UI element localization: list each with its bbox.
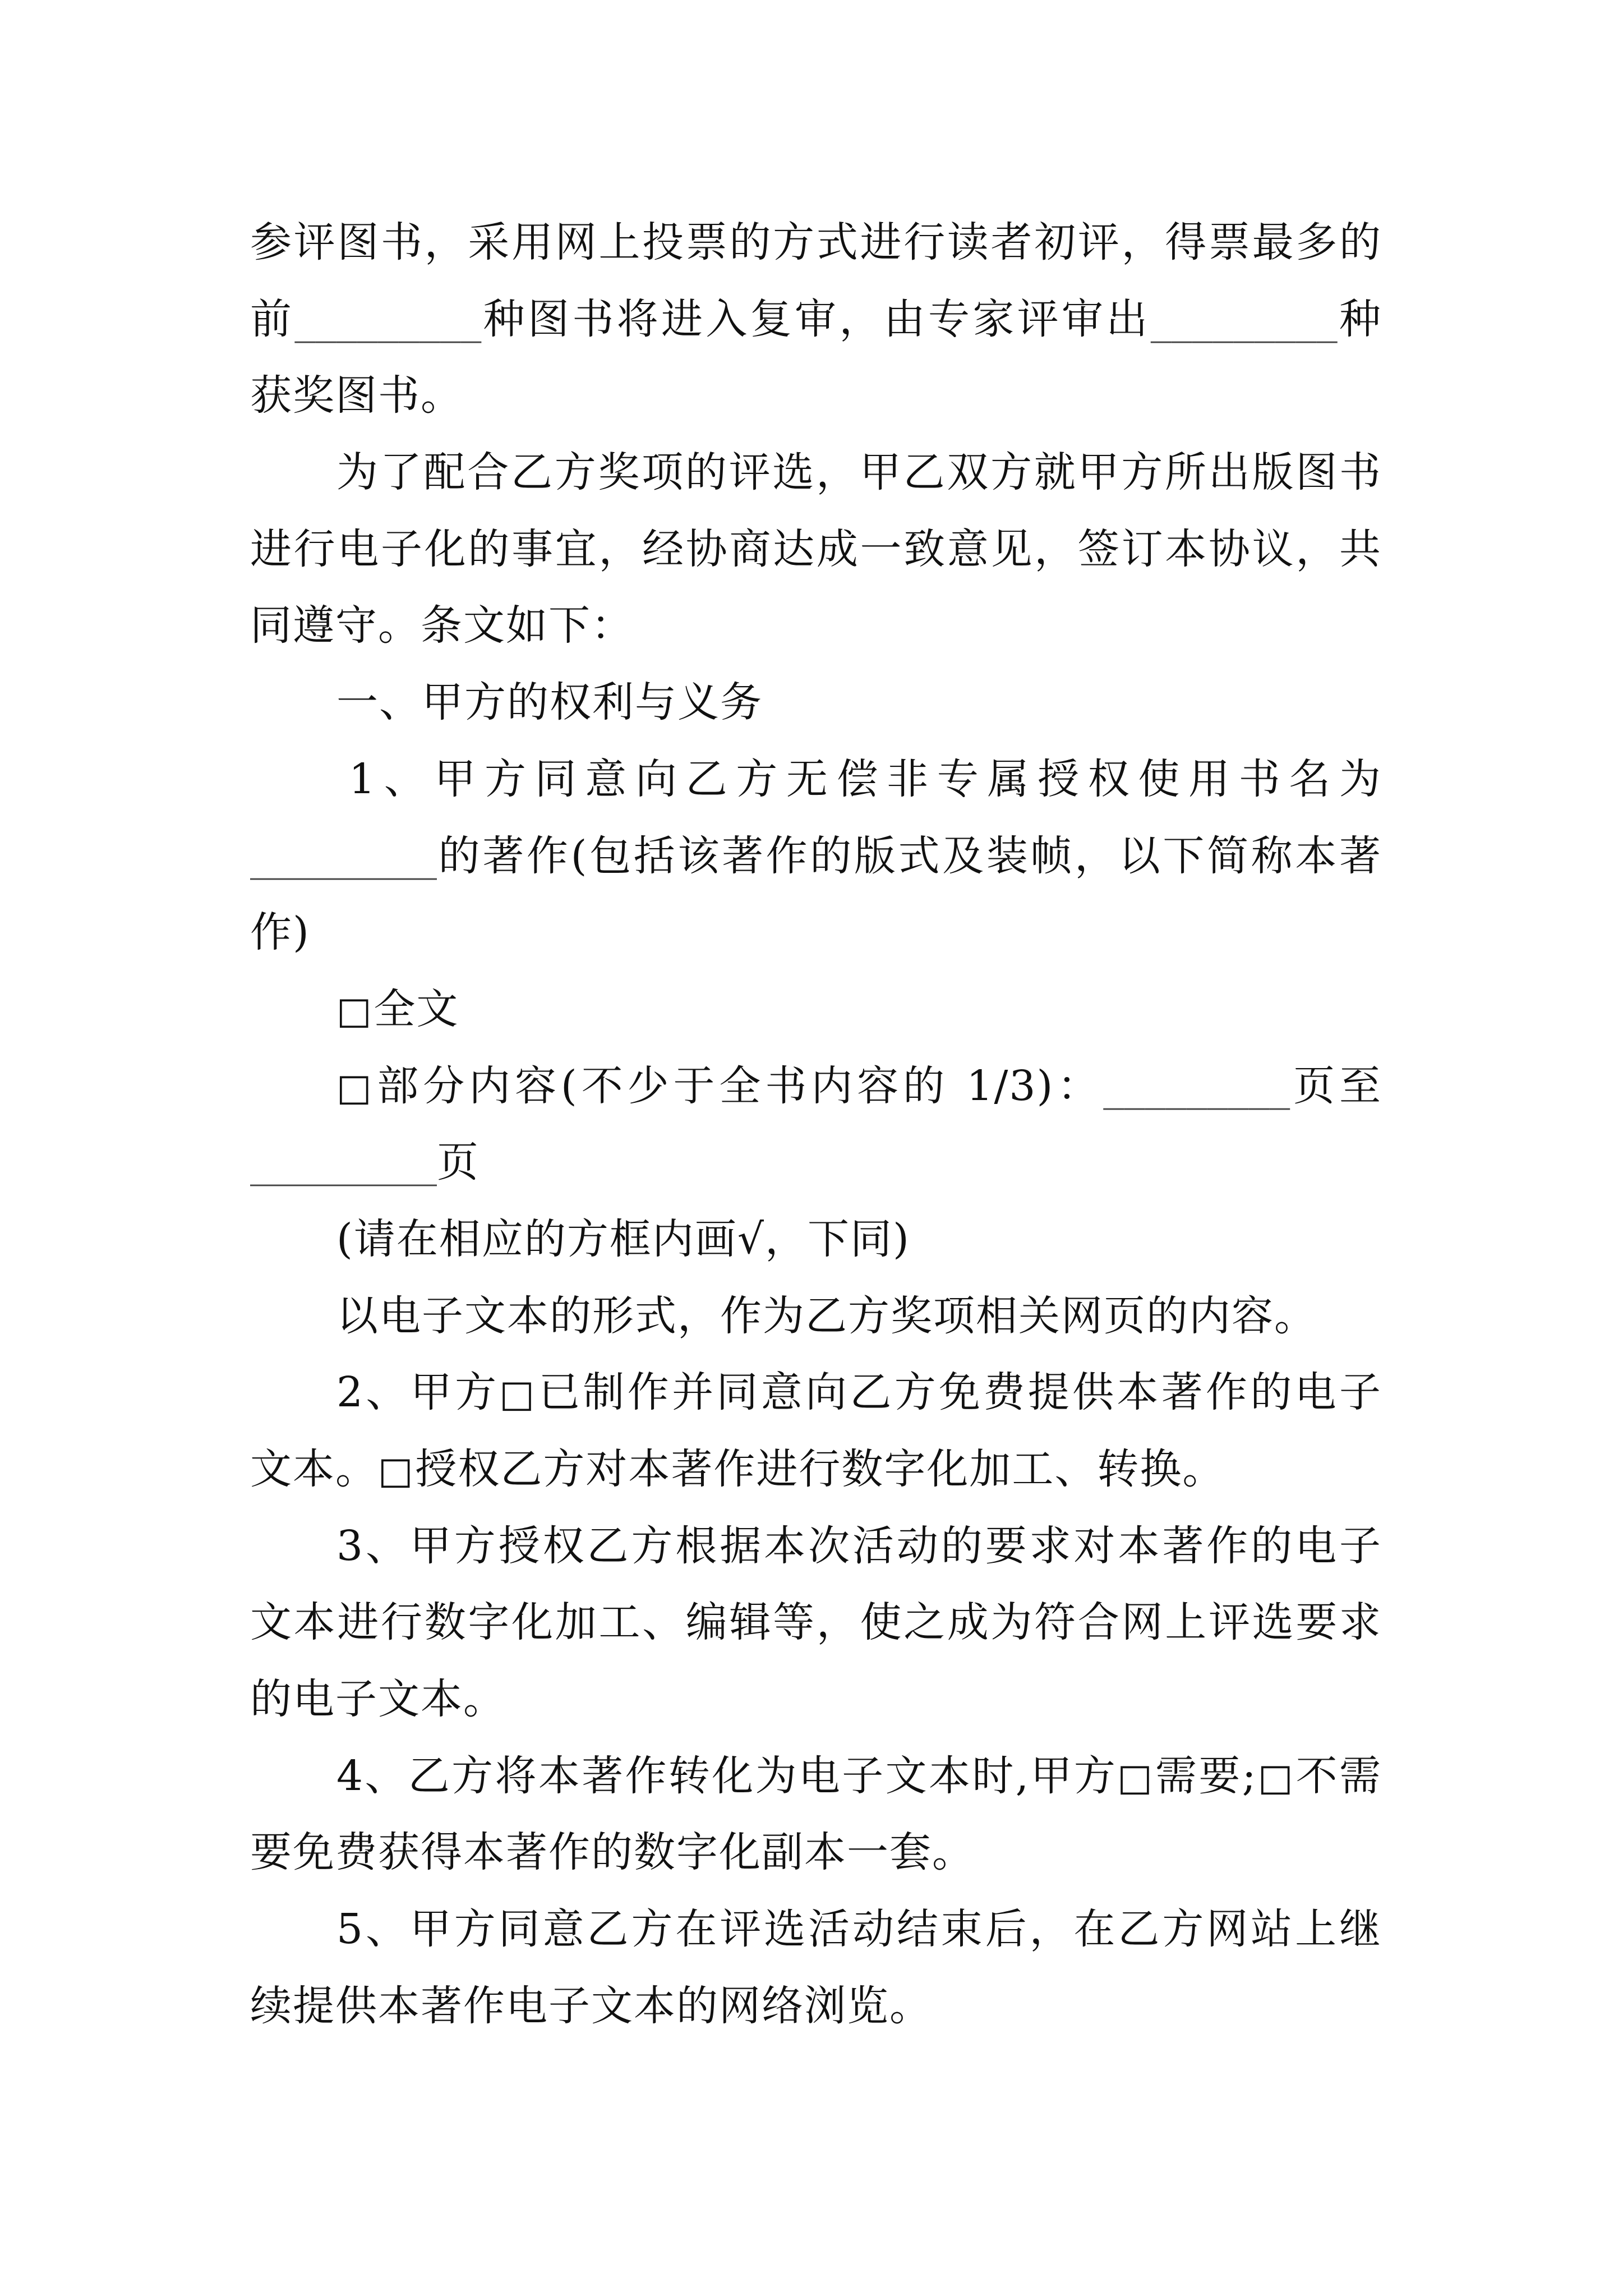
text-segment: 4、乙方将本著作转化为电子文本时,甲方 [336,1751,1118,1800]
clause-3 [250,1508,1382,1738]
text-line [250,281,1382,358]
clause-5 [250,1891,1382,2044]
checkbox-box: □ [336,1065,377,1109]
text-line: 为了配合乙方奖项的评选，甲乙双方就甲方所出版图书 [336,448,1382,497]
text-line: 1、甲方同意向乙方无偿非专属授权使用书名为 [349,754,1382,803]
option-partial-content [250,1048,1382,1201]
checkbox-box: □ [378,1449,416,1492]
text-line [250,1738,1382,1815]
blank-field: _________ [1150,295,1338,343]
text-line [250,1048,1382,1125]
text-segment: 页至 [1290,1061,1382,1110]
text-segment: 授权乙方对本著作进行数字化加工、转换。 [415,1445,1225,1493]
usage-note: 以电子文本的形式，作为乙方奖项相关网页的内容。 [336,1291,1317,1340]
text-line: 续提供本著作电子文本的网络浏览。 [250,1981,932,2030]
blank-field: _________ [294,295,482,343]
clause-1 [250,741,1382,971]
clause-2 [250,1354,1382,1507]
option-label: 全文 [374,984,459,1033]
text-segment: 文本。 [250,1445,378,1493]
checkbox-box: □ [336,988,374,1032]
text-line [250,1354,1382,1431]
text-line: 文本进行数字化加工、编辑等，使之成为符合网上评选要求 [250,1598,1382,1647]
text-segment: 前 [250,295,295,343]
checkbox-box: □ [1117,1755,1155,1799]
text-segment: 页 [437,1138,479,1187]
text-segment: 种图书将进入复审，由专家评审出 [481,295,1151,343]
clause-4 [250,1738,1382,1891]
text-segment: 种 [1337,295,1382,343]
document-body [250,204,1382,2045]
text-line [250,1124,1382,1201]
text-line: 5、甲方同意乙方在评选活动结束后，在乙方网站上继 [336,1905,1382,1954]
section-heading: 一、甲方的权利与义务 [336,678,763,727]
text-line: 作) [250,908,310,957]
blank-field: _________ [250,831,437,880]
text-line: 的电子文本。 [250,1675,506,1724]
text-line: 同遵守。条文如下： [250,601,634,650]
option-full-text [250,971,1382,1048]
text-segment: 不需 [1295,1751,1382,1800]
text-line: 3、甲方授权乙方根据本次活动的要求对本著作的电子 [336,1521,1382,1570]
blank-field: _________ [250,1138,437,1187]
blank-field: _________ [1103,1061,1290,1110]
text-line [250,1431,1382,1508]
text-segment: 2、甲方 [336,1368,500,1417]
text-line: 获奖图书。 [250,371,463,420]
text-line [250,818,1382,895]
text-segment: 需要; [1155,1751,1257,1800]
option-label: 部分内容(不少于全书内容的 1/3)： [377,1061,1104,1110]
text-line: 要免费获得本著作的数字化副本一套。 [250,1828,975,1877]
checkbox-note: (请在相应的方框内画√，下同) [336,1214,910,1263]
paragraph-agreement [250,434,1382,664]
checkbox-box: □ [499,1372,539,1416]
text-segment: 已制作并同意向乙方免费提供本著作的电子 [538,1368,1382,1417]
text-line: 进行电子化的事宜，经协商达成一致意见，签订本协议，共 [250,524,1382,573]
checkbox-box: □ [1257,1755,1296,1799]
paragraph-continued [250,204,1382,434]
text-line: 参评图书，采用网上投票的方式进行读者初评，得票最多的 [250,218,1382,266]
text-segment: 的著作(包括该著作的版式及装帧，以下简称本著 [437,831,1382,880]
